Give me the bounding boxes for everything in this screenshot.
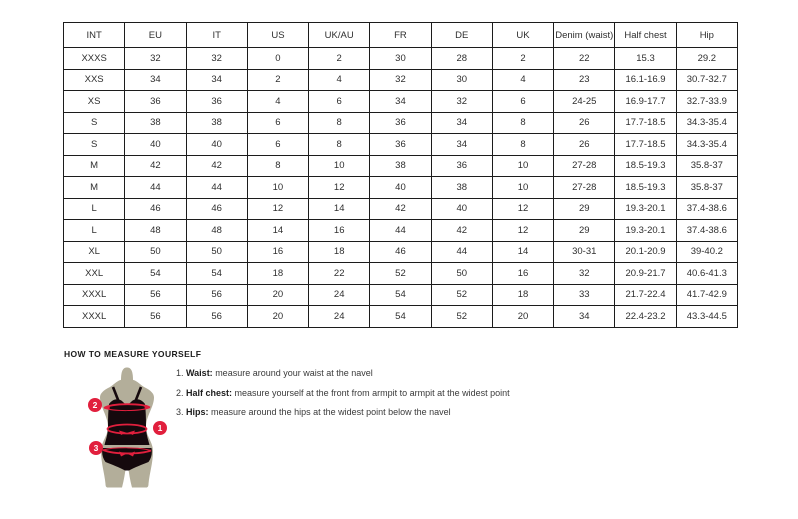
table-cell: 18.5-19.3 xyxy=(615,155,676,177)
table-cell: L xyxy=(64,198,125,220)
table-cell: 30.7-32.7 xyxy=(676,69,737,91)
table-cell: 24 xyxy=(309,306,370,328)
table-cell: 10 xyxy=(309,155,370,177)
table-cell: 15.3 xyxy=(615,48,676,70)
table-cell: 56 xyxy=(125,284,186,306)
column-header: Denim (waist) xyxy=(554,23,615,48)
table-cell: 24-25 xyxy=(554,91,615,113)
table-cell: L xyxy=(64,220,125,242)
badge-waist-number: 1 xyxy=(157,423,163,433)
table-cell: 44 xyxy=(370,220,431,242)
table-cell: 16.9-17.7 xyxy=(615,91,676,113)
table-cell: 38 xyxy=(431,177,492,199)
column-header: EU xyxy=(125,23,186,48)
table-cell: 32 xyxy=(125,48,186,70)
table-cell: 10 xyxy=(247,177,308,199)
table-cell: 6 xyxy=(309,91,370,113)
badge-waist xyxy=(153,421,167,435)
table-cell: 42 xyxy=(186,155,247,177)
table-cell: 34.3-35.4 xyxy=(676,112,737,134)
column-header: Half chest xyxy=(615,23,676,48)
table-row xyxy=(64,198,738,220)
table-cell: 54 xyxy=(370,306,431,328)
table-cell: 40 xyxy=(186,134,247,156)
table-cell: 37.4-38.6 xyxy=(676,220,737,242)
mannequin-illustration xyxy=(80,366,190,492)
table-cell: 22 xyxy=(309,263,370,285)
table-cell: 56 xyxy=(186,306,247,328)
table-cell: 30-31 xyxy=(554,241,615,263)
table-cell: 35.8-37 xyxy=(676,155,737,177)
table-cell: 36 xyxy=(125,91,186,113)
table-cell: 40 xyxy=(125,134,186,156)
table-row xyxy=(64,155,738,177)
table-cell: 50 xyxy=(125,241,186,263)
table-row xyxy=(64,134,738,156)
table-cell: 20.9-21.7 xyxy=(615,263,676,285)
table-cell: 16 xyxy=(492,263,553,285)
table-cell: 28 xyxy=(431,48,492,70)
table-cell: 36 xyxy=(186,91,247,113)
badge-hips-number: 3 xyxy=(93,443,99,453)
table-cell: 17.7-18.5 xyxy=(615,112,676,134)
table-cell: 8 xyxy=(309,134,370,156)
table-cell: 46 xyxy=(370,241,431,263)
table-cell: 19.3-20.1 xyxy=(615,220,676,242)
table-cell: 22.4-23.2 xyxy=(615,306,676,328)
table-cell: 38 xyxy=(125,112,186,134)
badge-chest xyxy=(88,398,102,412)
table-cell: 52 xyxy=(431,284,492,306)
table-cell: 20 xyxy=(492,306,553,328)
table-cell: 6 xyxy=(492,91,553,113)
table-row xyxy=(64,263,738,285)
table-cell: XXXL xyxy=(64,306,125,328)
table-cell: 34 xyxy=(431,134,492,156)
table-cell: 52 xyxy=(370,263,431,285)
instruction-item: 3. Hips: measure around the hips at the widest point below the navel xyxy=(176,407,451,417)
table-row xyxy=(64,112,738,134)
table-cell: 23 xyxy=(554,69,615,91)
column-header: Hip xyxy=(676,23,737,48)
table-cell: 20 xyxy=(247,306,308,328)
table-cell: 52 xyxy=(431,306,492,328)
column-header: DE xyxy=(431,23,492,48)
table-cell: 18 xyxy=(247,263,308,285)
table-cell: 33 xyxy=(554,284,615,306)
table-cell: 14 xyxy=(309,198,370,220)
column-header: UK xyxy=(492,23,553,48)
table-cell: 8 xyxy=(247,155,308,177)
table-cell: 29 xyxy=(554,220,615,242)
table-cell: 44 xyxy=(186,177,247,199)
table-cell: 24 xyxy=(309,284,370,306)
table-cell: 44 xyxy=(125,177,186,199)
table-cell: 4 xyxy=(309,69,370,91)
column-header: INT xyxy=(64,23,125,48)
table-cell: 43.3-44.5 xyxy=(676,306,737,328)
table-cell: 38 xyxy=(186,112,247,134)
measurement-figure xyxy=(80,366,190,492)
table-cell: 40.6-41.3 xyxy=(676,263,737,285)
table-cell: 6 xyxy=(247,112,308,134)
table-cell: 16 xyxy=(309,220,370,242)
table-cell: 46 xyxy=(125,198,186,220)
table-cell: 30 xyxy=(370,48,431,70)
table-cell: 4 xyxy=(492,69,553,91)
table-cell: 20 xyxy=(247,284,308,306)
table-cell: 19.3-20.1 xyxy=(615,198,676,220)
table-cell: 54 xyxy=(186,263,247,285)
table-cell: 6 xyxy=(247,134,308,156)
table-row xyxy=(64,220,738,242)
table-cell: 35.8-37 xyxy=(676,177,737,199)
table-cell: 10 xyxy=(492,155,553,177)
table-cell: 18 xyxy=(492,284,553,306)
table-cell: 32 xyxy=(370,69,431,91)
table-cell: 32.7-33.9 xyxy=(676,91,737,113)
table-row xyxy=(64,91,738,113)
table-cell: 14 xyxy=(492,241,553,263)
table-cell: 56 xyxy=(125,306,186,328)
size-table-body xyxy=(64,48,738,328)
table-cell: 17.7-18.5 xyxy=(615,134,676,156)
badge-chest-number: 2 xyxy=(92,400,98,410)
table-cell: 34.3-35.4 xyxy=(676,134,737,156)
table-cell: XL xyxy=(64,241,125,263)
table-cell: 36 xyxy=(431,155,492,177)
table-cell: 44 xyxy=(431,241,492,263)
table-cell: 8 xyxy=(492,112,553,134)
table-row xyxy=(64,48,738,70)
table-cell: 32 xyxy=(186,48,247,70)
instruction-item: 1. Waist: measure around your waist at the navel xyxy=(176,368,373,378)
table-cell: 29 xyxy=(554,198,615,220)
table-cell: 36 xyxy=(370,112,431,134)
table-cell: 34 xyxy=(125,69,186,91)
table-cell: 40 xyxy=(431,198,492,220)
table-cell: 41.7-42.9 xyxy=(676,284,737,306)
table-cell: 0 xyxy=(247,48,308,70)
table-cell: XXL xyxy=(64,263,125,285)
table-cell: 46 xyxy=(186,198,247,220)
table-cell: 2 xyxy=(309,48,370,70)
column-header: UK/AU xyxy=(309,23,370,48)
measure-instructions xyxy=(176,369,596,428)
table-cell: 50 xyxy=(431,263,492,285)
table-row xyxy=(64,284,738,306)
table-cell: 2 xyxy=(247,69,308,91)
table-cell: 8 xyxy=(492,134,553,156)
table-cell: 48 xyxy=(186,220,247,242)
table-cell: XXXS xyxy=(64,48,125,70)
table-cell: 54 xyxy=(370,284,431,306)
table-cell: 34 xyxy=(431,112,492,134)
table-cell: 12 xyxy=(309,177,370,199)
table-cell: 18.5-19.3 xyxy=(615,177,676,199)
size-conversion-table xyxy=(63,22,738,328)
table-cell: S xyxy=(64,134,125,156)
measure-section-heading: HOW TO MEASURE YOURSELF xyxy=(64,349,202,359)
table-cell: 21.7-22.4 xyxy=(615,284,676,306)
table-cell: 16 xyxy=(247,241,308,263)
table-cell: 10 xyxy=(492,177,553,199)
header-row xyxy=(64,23,738,48)
table-row xyxy=(64,69,738,91)
table-cell: 54 xyxy=(125,263,186,285)
table-cell: M xyxy=(64,155,125,177)
table-cell: 42 xyxy=(431,220,492,242)
table-cell: 48 xyxy=(125,220,186,242)
table-cell: XXXL xyxy=(64,284,125,306)
column-header: FR xyxy=(370,23,431,48)
column-header: IT xyxy=(186,23,247,48)
table-cell: 39-40.2 xyxy=(676,241,737,263)
table-cell: 22 xyxy=(554,48,615,70)
table-cell: 34 xyxy=(554,306,615,328)
table-row xyxy=(64,306,738,328)
table-cell: 4 xyxy=(247,91,308,113)
table-cell: 42 xyxy=(125,155,186,177)
table-cell: S xyxy=(64,112,125,134)
table-cell: 2 xyxy=(492,48,553,70)
table-cell: 37.4-38.6 xyxy=(676,198,737,220)
table-cell: 26 xyxy=(554,112,615,134)
column-header: US xyxy=(247,23,308,48)
table-cell: 8 xyxy=(309,112,370,134)
table-cell: 14 xyxy=(247,220,308,242)
table-cell: 18 xyxy=(309,241,370,263)
table-cell: 12 xyxy=(247,198,308,220)
size-table-header xyxy=(64,23,738,48)
table-cell: 20.1-20.9 xyxy=(615,241,676,263)
table-cell: 26 xyxy=(554,134,615,156)
table-cell: 34 xyxy=(186,69,247,91)
table-cell: 36 xyxy=(370,134,431,156)
table-row xyxy=(64,177,738,199)
table-cell: 32 xyxy=(554,263,615,285)
table-cell: 32 xyxy=(431,91,492,113)
instruction-item: 2. Half chest: measure yourself at the front from armpit to armpit at the widest point xyxy=(176,387,510,398)
table-cell: 50 xyxy=(186,241,247,263)
table-cell: 12 xyxy=(492,220,553,242)
badge-hips xyxy=(89,441,103,455)
table-cell: 30 xyxy=(431,69,492,91)
table-cell: 27-28 xyxy=(554,155,615,177)
table-row xyxy=(64,241,738,263)
table-cell: 27-28 xyxy=(554,177,615,199)
table-cell: 56 xyxy=(186,284,247,306)
table-cell: XS xyxy=(64,91,125,113)
table-cell: 16.1-16.9 xyxy=(615,69,676,91)
table-cell: 34 xyxy=(370,91,431,113)
table-cell: 38 xyxy=(370,155,431,177)
table-cell: 12 xyxy=(492,198,553,220)
table-cell: 29.2 xyxy=(676,48,737,70)
table-cell: M xyxy=(64,177,125,199)
table-cell: XXS xyxy=(64,69,125,91)
table-cell: 40 xyxy=(370,177,431,199)
table-cell: 42 xyxy=(370,198,431,220)
